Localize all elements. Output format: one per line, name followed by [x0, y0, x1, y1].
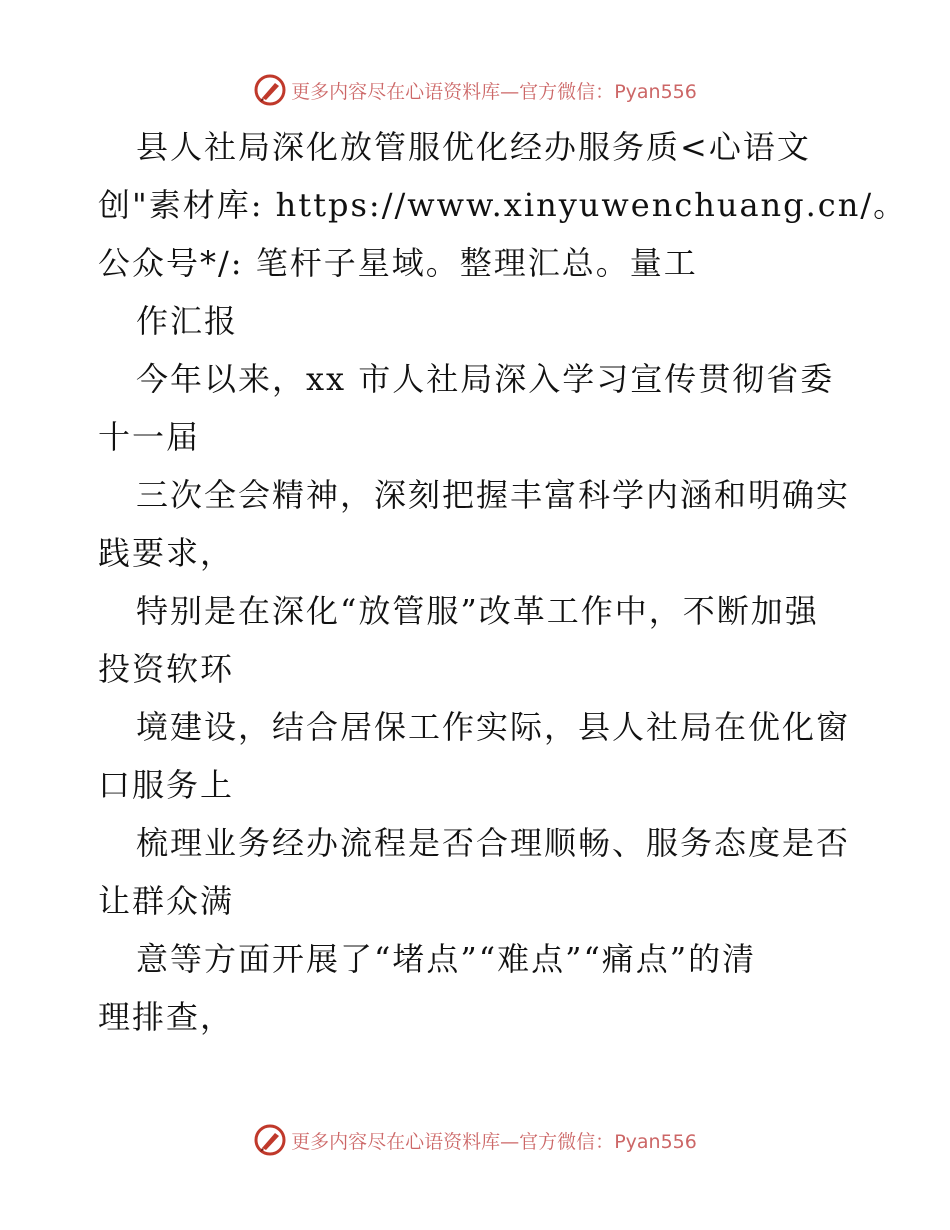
- header-watermark: [0, 70, 950, 110]
- body-line: 县人社局深化放管服优化经办服务质<心语文: [136, 128, 811, 166]
- footer-watermark: [0, 1120, 950, 1160]
- body-line: 意等方面开展了“堵点”“难点”“痛点”的清: [136, 940, 757, 978]
- body-line: 让群众满: [98, 882, 235, 920]
- pen-logo-icon: [253, 73, 287, 107]
- body-line: 特别是在深化“放管服”改革工作中，不断加强: [136, 592, 819, 630]
- watermark-text: 更多内容尽在心语资料库—官方微信：Pyan556: [291, 80, 697, 103]
- pen-logo-icon: [253, 1123, 287, 1157]
- document-body: [98, 118, 908, 1046]
- body-line: 十一届: [98, 418, 201, 456]
- body-line: 梳理业务经办流程是否合理顺畅、服务态度是否: [136, 824, 851, 862]
- body-line: 投资软环: [98, 650, 235, 688]
- body-line: 践要求，: [98, 534, 235, 572]
- body-line: 境建设，结合居保工作实际，县人社局在优化窗: [136, 708, 851, 746]
- body-line: 创"素材库: https://www.xinyuwenchuang.cn/。: [98, 186, 908, 224]
- body-line: 今年以来，xx 市人社局深入学习宣传贯彻省委: [136, 360, 835, 398]
- body-line: 三次全会精神，深刻把握丰富科学内涵和明确实: [136, 476, 851, 514]
- body-line: 公众号*/: 笔杆子星域。整理汇总。量工: [98, 244, 698, 282]
- watermark-text: 更多内容尽在心语资料库—官方微信：Pyan556: [291, 1130, 697, 1153]
- body-line: 作汇报: [136, 302, 239, 340]
- body-line: 理排查，: [98, 998, 235, 1036]
- body-line: 口服务上: [98, 766, 235, 804]
